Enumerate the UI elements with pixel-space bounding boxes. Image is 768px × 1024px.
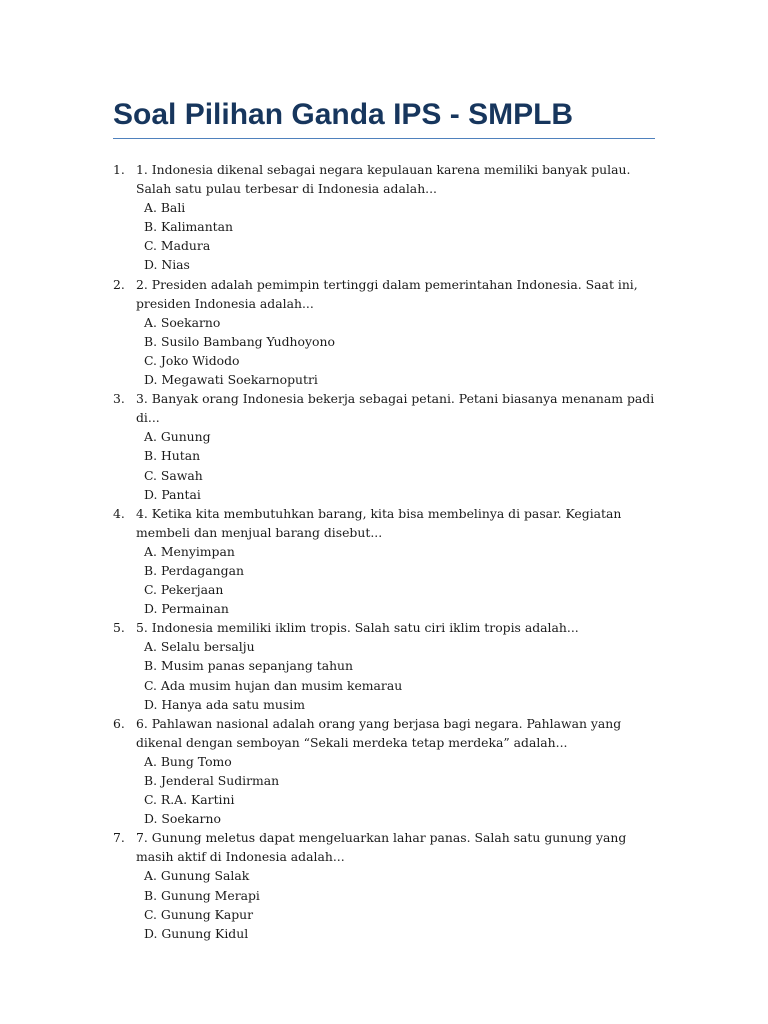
answer-option: D. Hanya ada satu musim bbox=[144, 696, 305, 712]
answer-option: A. Gunung bbox=[144, 429, 211, 445]
answer-option: B. Gunung Merapi bbox=[144, 887, 260, 903]
answer-option: D. Gunung Kidul bbox=[144, 925, 249, 941]
question-item bbox=[113, 275, 655, 390]
answer-option: C. Joko Widodo bbox=[144, 352, 240, 368]
answer-option: C. Madura bbox=[144, 238, 211, 254]
answer-option: A. Bung Tomo bbox=[144, 753, 232, 769]
question-number: 5. bbox=[113, 620, 125, 636]
question-text: 6. Pahlawan nasional adalah orang yang berjasa bagi negara. Pahlawan yang dikenal dengan semboyan “Sekali merdeka tetap merdeka” adalah... bbox=[136, 715, 622, 750]
question-item bbox=[113, 389, 655, 504]
question-text: 7. Gunung meletus dapat mengeluarkan lahar panas. Salah satu gunung yang masih aktif di Indonesia adalah... bbox=[136, 830, 627, 865]
answer-option: A. Menyimpan bbox=[144, 543, 235, 559]
question-number: 7. bbox=[113, 830, 125, 846]
question-number: 1. bbox=[113, 162, 125, 177]
option-list bbox=[136, 866, 655, 942]
question-item bbox=[113, 504, 655, 619]
question-number: 3. bbox=[113, 391, 125, 407]
question-text: 1. Indonesia dikenal sebagai negara kepulauan karena memiliki banyak pulau. Salah satu pulau terbesar di Indonesia adalah... bbox=[136, 162, 631, 197]
question-text: 5. Indonesia memiliki iklim tropis. Salah satu ciri iklim tropis adalah... bbox=[136, 620, 579, 636]
question-item bbox=[113, 618, 655, 713]
document-page bbox=[113, 96, 655, 943]
answer-option: C. Pekerjaan bbox=[144, 582, 224, 598]
option-list bbox=[136, 637, 655, 713]
answer-option: A. Gunung Salak bbox=[144, 868, 250, 884]
option-list bbox=[136, 198, 655, 274]
question-item bbox=[113, 828, 655, 943]
answer-option: B. Susilo Bambang Yudhoyono bbox=[144, 333, 335, 349]
answer-option: A. Soekarno bbox=[144, 314, 221, 330]
answer-option: D. Permainan bbox=[144, 601, 229, 617]
answer-option: D. Nias bbox=[144, 257, 190, 273]
question-list bbox=[113, 160, 655, 943]
option-list bbox=[136, 427, 655, 503]
answer-option: B. Hutan bbox=[144, 448, 201, 464]
question-text: 4. Ketika kita membutuhkan barang, kita bisa membelinya di pasar. Kegiatan membeli dan menjual barang disebut... bbox=[136, 505, 622, 540]
answer-option: C. Gunung Kapur bbox=[144, 906, 254, 922]
answer-option: B. Kalimantan bbox=[144, 219, 234, 235]
option-list bbox=[136, 542, 655, 618]
title-underline bbox=[113, 138, 655, 139]
answer-option: D. Pantai bbox=[144, 486, 201, 502]
answer-option: C. Ada musim hujan dan musim kemarau bbox=[144, 677, 403, 693]
answer-option: C. R.A. Kartini bbox=[144, 792, 235, 808]
question-text: 2. Presiden adalah pemimpin tertinggi dalam pemerintahan Indonesia. Saat ini, presiden Indonesia adalah... bbox=[136, 276, 638, 311]
option-list bbox=[136, 313, 655, 389]
question-number: 2. bbox=[113, 276, 125, 292]
answer-option: D. Soekarno bbox=[144, 811, 221, 827]
answer-option: A. Bali bbox=[144, 200, 186, 216]
answer-option: B. Musim panas sepanjang tahun bbox=[144, 658, 354, 674]
question-number: 6. bbox=[113, 715, 125, 731]
answer-option: C. Sawah bbox=[144, 467, 203, 483]
answer-option: D. Megawati Soekarnoputri bbox=[144, 372, 318, 388]
document-title: Soal Pilihan Ganda IPS - SMPLB bbox=[113, 98, 574, 131]
answer-option: B. Jenderal Sudirman bbox=[144, 773, 280, 788]
question-text: 3. Banyak orang Indonesia bekerja sebagai petani. Petani biasanya menanam padi di... bbox=[136, 391, 655, 426]
answer-option: A. Selalu bersalju bbox=[144, 639, 255, 655]
option-list bbox=[136, 752, 655, 828]
question-item bbox=[113, 714, 655, 829]
answer-option: B. Perdagangan bbox=[144, 562, 244, 578]
question-item bbox=[113, 160, 655, 275]
question-number: 4. bbox=[113, 505, 125, 521]
